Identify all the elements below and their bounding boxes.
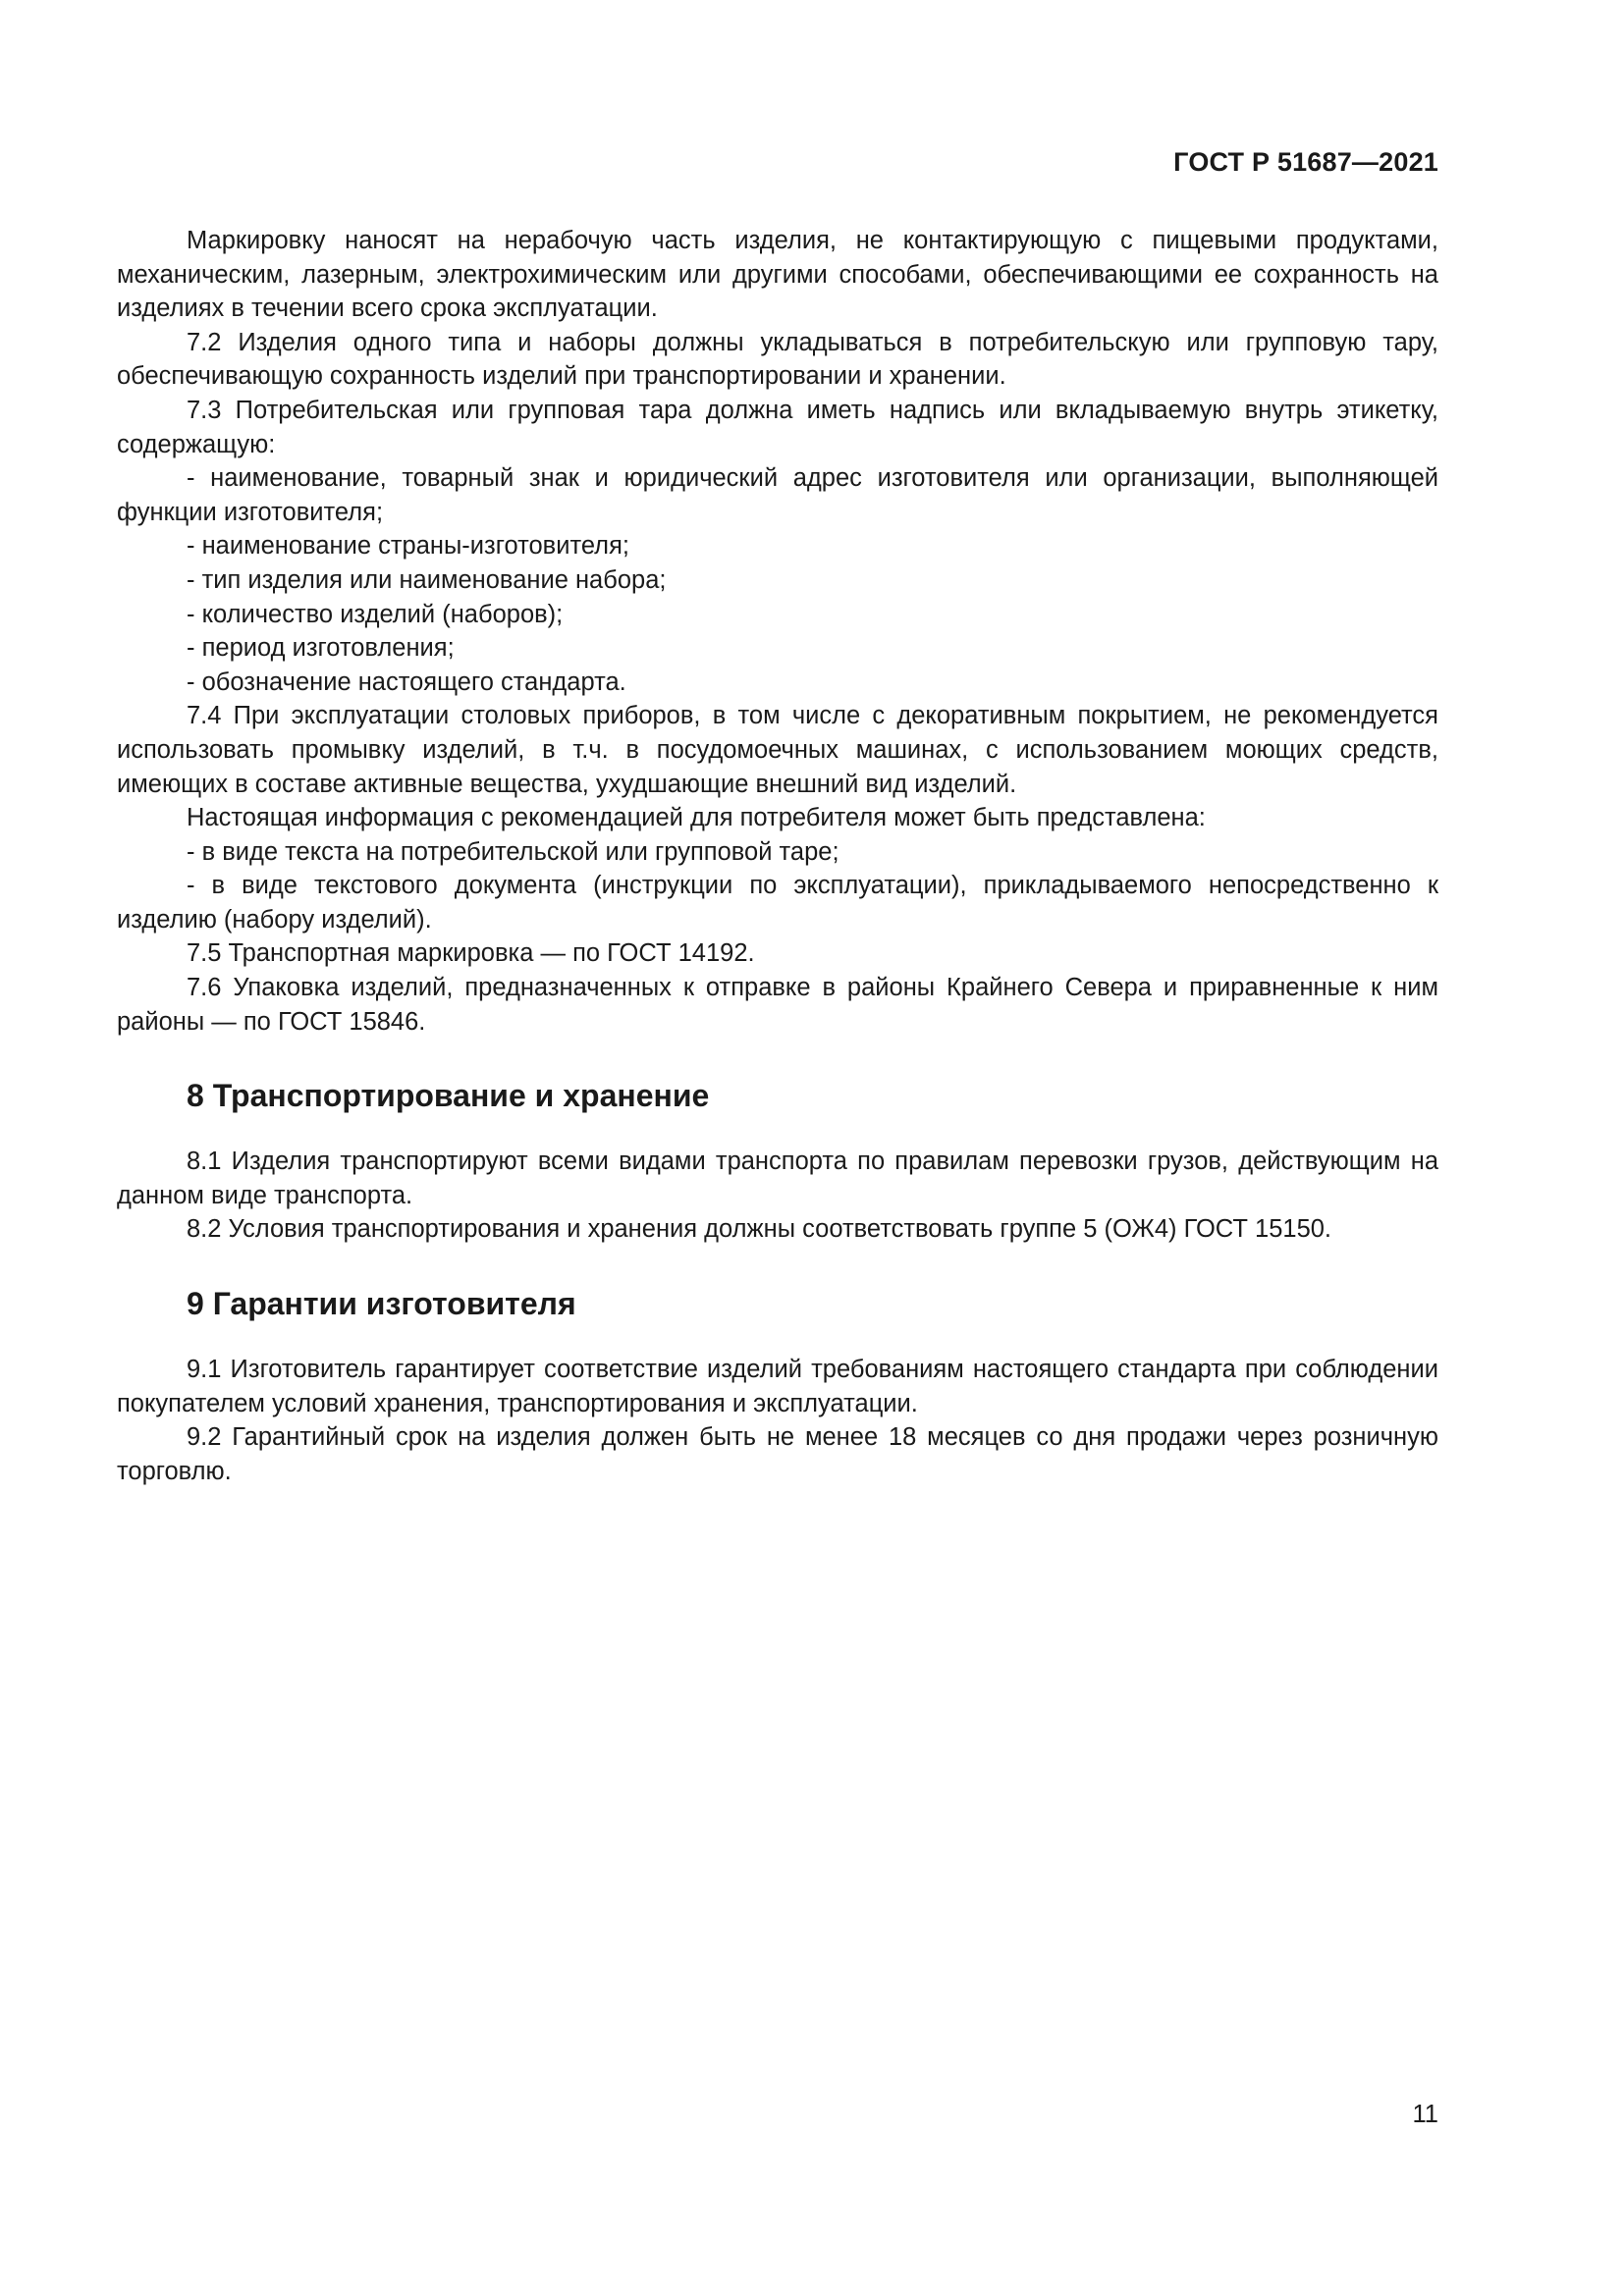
paragraph-7-2: 7.2 Изделия одного типа и наборы должны укладываться в потребительскую или групповую тару, обеспечивающую сохранность изделий при транспортировании и хранении. bbox=[117, 328, 1438, 391]
paragraph-8-1: 8.1 Изделия транспортируют всеми видами транспорта по правилам перевозки грузов, действующим на данном виде транспорта. bbox=[117, 1148, 1438, 1209]
info-paragraph: Настоящая информация с рекомендацией для потребителя может быть представлена: bbox=[187, 804, 1206, 832]
paragraph-7-3: 7.3 Потребительская или групповая тара должна иметь надпись или вкладываемую внутрь этикетку, содержащую: bbox=[117, 396, 1438, 458]
list-item: - тип изделия или наименование набора; bbox=[187, 565, 667, 594]
paragraph-7-6: 7.6 Упаковка изделий, предназначенных к отправке в районы Крайнего Севера и приравненные к ним районы — по ГОСТ 15846. bbox=[117, 974, 1438, 1036]
paragraph-8-2: 8.2 Условия транспортирования и хранения должны соответствовать группе 5 (ОЖ4) ГОСТ 15150. bbox=[187, 1215, 1332, 1244]
document-code: ГОСТ Р 51687—2021 bbox=[1173, 147, 1438, 177]
list-item: - в виде текста на потребительской или групповой таре; bbox=[187, 837, 839, 866]
paragraph-9-2: 9.2 Гарантийный срок на изделия должен быть не менее 18 месяцев со дня продажи через розничную торговлю. bbox=[117, 1423, 1438, 1485]
list-item: - наименование страны-изготовителя; bbox=[187, 532, 629, 561]
list-item: - количество изделий (наборов); bbox=[187, 600, 564, 628]
paragraph-7-4: 7.4 При эксплуатации столовых приборов, в том числе с декоративным покрытием, не рекомендуется использовать промывку изделий, в т.ч. в посудомоечных машинах, с использованием моющих средств, имеющих в составе активные вещества, ухудшающие внешний вид изделий. bbox=[117, 702, 1438, 798]
section-8-heading: 8 Транспортирование и хранение bbox=[187, 1078, 710, 1114]
paragraph-7-5: 7.5 Транспортная маркировка — по ГОСТ 14192. bbox=[187, 939, 755, 968]
list-item: - в виде текстового документа (инструкции по эксплуатации), прикладываемого непосредственно к изделию (набору изделий). bbox=[117, 872, 1438, 934]
section-9-heading: 9 Гарантии изготовителя bbox=[187, 1286, 576, 1322]
list-item: - период изготовления; bbox=[187, 634, 455, 663]
list-item: - наименование, товарный знак и юридический адрес изготовителя или организации, выполняющей функции изготовителя; bbox=[117, 464, 1438, 526]
page-content bbox=[117, 224, 1438, 1488]
page-number: 11 bbox=[1412, 2101, 1438, 2128]
marking-paragraph: Маркировку наносят на нерабочую часть изделия, не контактирующую с пищевыми продуктами, механическим, лазерным, электрохимическим или другими способами, обеспечивающими ее сохранность на изделиях в течении всего срока эксплуатации. bbox=[117, 227, 1438, 323]
list-item: - обозначение настоящего стандарта. bbox=[187, 667, 626, 696]
paragraph-9-1: 9.1 Изготовитель гарантирует соответствие изделий требованиям настоящего стандарта при соблюдении покупателем условий хранения, транспортирования и эксплуатации. bbox=[117, 1356, 1438, 1417]
